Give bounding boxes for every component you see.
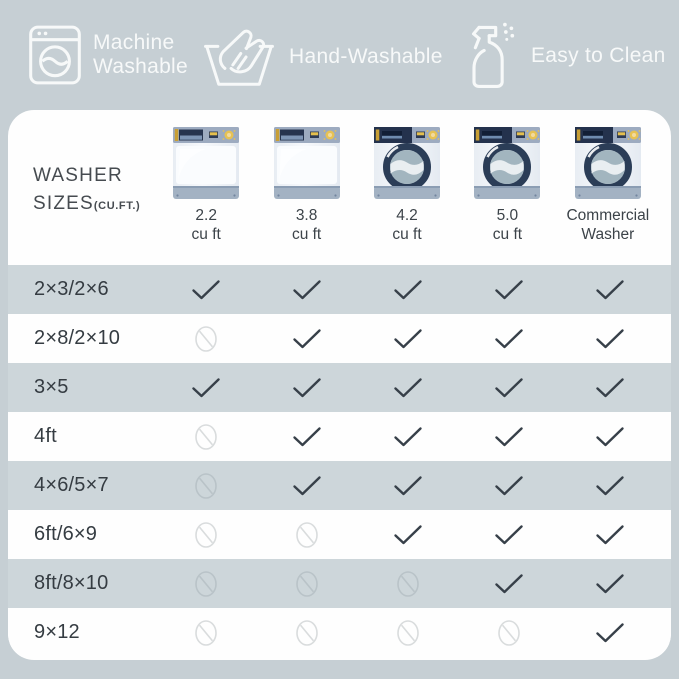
- fit-check-cell: [458, 325, 559, 353]
- not-allowed-icon: [194, 570, 218, 598]
- check-icon: [494, 524, 524, 546]
- check-icon: [191, 377, 221, 399]
- washing-machine-icon: [28, 24, 82, 86]
- washer-column-label: [292, 206, 321, 245]
- washer-size-unit: cu ft: [492, 226, 523, 244]
- check-icon: [595, 524, 625, 546]
- not-allowed-icon: [497, 619, 521, 647]
- washer-size-value: 5.0: [496, 207, 519, 224]
- no-fit-cell: [156, 570, 257, 598]
- check-icon: [292, 377, 322, 399]
- fit-check-cell: [559, 325, 660, 353]
- fit-check-cell: [458, 279, 559, 301]
- row-label: 6ft/6×9: [34, 523, 98, 545]
- row-label: 4×6/5×7: [34, 474, 109, 496]
- check-icon: [595, 573, 625, 595]
- fit-check-cell: [358, 377, 459, 399]
- check-icon: [292, 475, 322, 497]
- fit-check-cell: [257, 423, 358, 451]
- hand-wash-icon: [202, 26, 276, 88]
- table-row: [8, 412, 671, 461]
- corner-title-suffix: (CU.FT.): [93, 199, 141, 212]
- badge-easy-to-clean: [466, 20, 666, 92]
- not-allowed-icon: [194, 619, 218, 647]
- fit-check-cell: [257, 472, 358, 500]
- no-fit-cell: [156, 423, 257, 451]
- check-icon: [595, 475, 625, 497]
- fit-check-cell: [559, 472, 660, 500]
- washer-column-label: [566, 206, 649, 245]
- washer-columns-header: [156, 126, 658, 245]
- corner-title-line2: SIZES: [33, 192, 94, 214]
- no-fit-cell: [358, 619, 459, 647]
- not-allowed-icon: [396, 570, 420, 598]
- fit-check-cell: [458, 472, 559, 500]
- row-cells: [156, 472, 671, 500]
- washer-column: [156, 126, 256, 245]
- washer-size-unit: cu ft: [392, 226, 422, 244]
- row-label: 2×8/2×10: [34, 327, 121, 349]
- check-icon: [494, 377, 524, 399]
- badge-hand-washable-label: [289, 45, 443, 69]
- row-label: 9×12: [34, 621, 80, 643]
- badge-line: Hand-Washable: [289, 45, 443, 69]
- fit-check-cell: [559, 279, 660, 301]
- washer-size-unit: cu ft: [191, 226, 221, 244]
- washer-column-label: [392, 206, 421, 245]
- check-icon: [292, 426, 322, 448]
- check-icon: [393, 328, 423, 350]
- fit-check-cell: [156, 279, 257, 301]
- top-load-washer-icon: [172, 126, 240, 200]
- washer-size-value: 4.2: [396, 207, 418, 224]
- no-fit-cell: [156, 521, 257, 549]
- size-table-body: [8, 265, 671, 657]
- no-fit-cell: [358, 570, 459, 598]
- table-row: [8, 461, 671, 510]
- check-icon: [494, 426, 524, 448]
- badge-machine-washable: [28, 24, 188, 86]
- no-fit-cell: [257, 521, 358, 549]
- fit-check-cell: [458, 570, 559, 598]
- row-cells: [156, 325, 671, 353]
- check-icon: [595, 279, 625, 301]
- badge-line: Washable: [93, 55, 189, 78]
- check-icon: [595, 426, 625, 448]
- no-fit-cell: [458, 619, 559, 647]
- fit-check-cell: [559, 423, 660, 451]
- feature-badges-bar: [0, 0, 679, 110]
- fit-check-cell: [257, 325, 358, 353]
- check-icon: [494, 573, 524, 595]
- check-icon: [595, 622, 625, 644]
- fit-check-cell: [257, 279, 358, 301]
- fit-check-cell: [458, 521, 559, 549]
- check-icon: [494, 475, 524, 497]
- fit-check-cell: [559, 619, 660, 647]
- table-row: [8, 314, 671, 363]
- top-load-washer-icon: [273, 126, 341, 200]
- row-cells: [156, 570, 671, 598]
- not-allowed-icon: [396, 619, 420, 647]
- check-icon: [393, 426, 423, 448]
- check-icon: [393, 475, 423, 497]
- table-corner-title: [33, 162, 140, 217]
- fit-check-cell: [358, 472, 459, 500]
- fit-check-cell: [156, 377, 257, 399]
- check-icon: [393, 377, 423, 399]
- no-fit-cell: [257, 619, 358, 647]
- fit-check-cell: [559, 570, 660, 598]
- check-icon: [393, 524, 423, 546]
- washer-column: [558, 126, 658, 245]
- fit-check-cell: [257, 377, 358, 399]
- check-icon: [393, 279, 423, 301]
- fit-check-cell: [458, 377, 559, 399]
- table-row: [8, 363, 671, 412]
- check-icon: [595, 377, 625, 399]
- badge-line: Easy to Clean: [531, 44, 666, 68]
- fit-check-cell: [559, 377, 660, 399]
- table-row: [8, 559, 671, 608]
- row-label: 8ft/8×10: [34, 572, 109, 594]
- not-allowed-icon: [194, 325, 218, 353]
- not-allowed-icon: [194, 521, 218, 549]
- fit-check-cell: [458, 423, 559, 451]
- not-allowed-icon: [194, 423, 218, 451]
- row-cells: [156, 279, 671, 301]
- washer-size-unit: cu ft: [291, 226, 322, 244]
- washer-size-value: 3.8: [295, 207, 318, 224]
- check-icon: [292, 328, 322, 350]
- washer-size-unit: Washer: [581, 226, 635, 244]
- fit-check-cell: [358, 423, 459, 451]
- washer-column-label: [493, 206, 522, 245]
- badge-hand-washable: [202, 26, 443, 88]
- row-label: 3×5: [34, 376, 69, 398]
- check-icon: [292, 279, 322, 301]
- front-load-washer-icon: [373, 126, 441, 200]
- no-fit-cell: [156, 472, 257, 500]
- badge-easy-to-clean-label: [531, 44, 666, 68]
- washer-column-label: [192, 206, 221, 245]
- front-load-washer-icon: [473, 126, 541, 200]
- check-icon: [494, 279, 524, 301]
- no-fit-cell: [156, 619, 257, 647]
- badge-machine-washable-label: [93, 31, 188, 78]
- fit-check-cell: [358, 521, 459, 549]
- row-cells: [156, 619, 671, 647]
- no-fit-cell: [156, 325, 257, 353]
- washer-column: [256, 126, 356, 245]
- table-row: [8, 265, 671, 314]
- table-row: [8, 510, 671, 559]
- row-cells: [156, 521, 671, 549]
- corner-title-line1: WASHER: [33, 165, 123, 186]
- not-allowed-icon: [295, 521, 319, 549]
- washer-column: [457, 126, 557, 245]
- row-cells: [156, 423, 671, 451]
- fit-check-cell: [358, 279, 459, 301]
- badge-line: Machine: [93, 31, 175, 55]
- washer-size-value: Commercial: [566, 207, 650, 224]
- fit-check-cell: [358, 325, 459, 353]
- fit-check-cell: [559, 521, 660, 549]
- not-allowed-icon: [295, 619, 319, 647]
- check-icon: [191, 279, 221, 301]
- washer-size-card: [8, 110, 671, 660]
- spray-bottle-icon: [466, 20, 518, 92]
- check-icon: [595, 328, 625, 350]
- washer-column: [357, 126, 457, 245]
- no-fit-cell: [257, 570, 358, 598]
- table-row: [8, 608, 671, 657]
- not-allowed-icon: [295, 570, 319, 598]
- row-label: 4ft: [34, 425, 57, 447]
- row-cells: [156, 377, 671, 399]
- washer-size-value: 2.2: [195, 207, 217, 224]
- check-icon: [494, 328, 524, 350]
- row-label: 2×3/2×6: [34, 278, 109, 300]
- front-load-washer-icon: [574, 126, 642, 200]
- not-allowed-icon: [194, 472, 218, 500]
